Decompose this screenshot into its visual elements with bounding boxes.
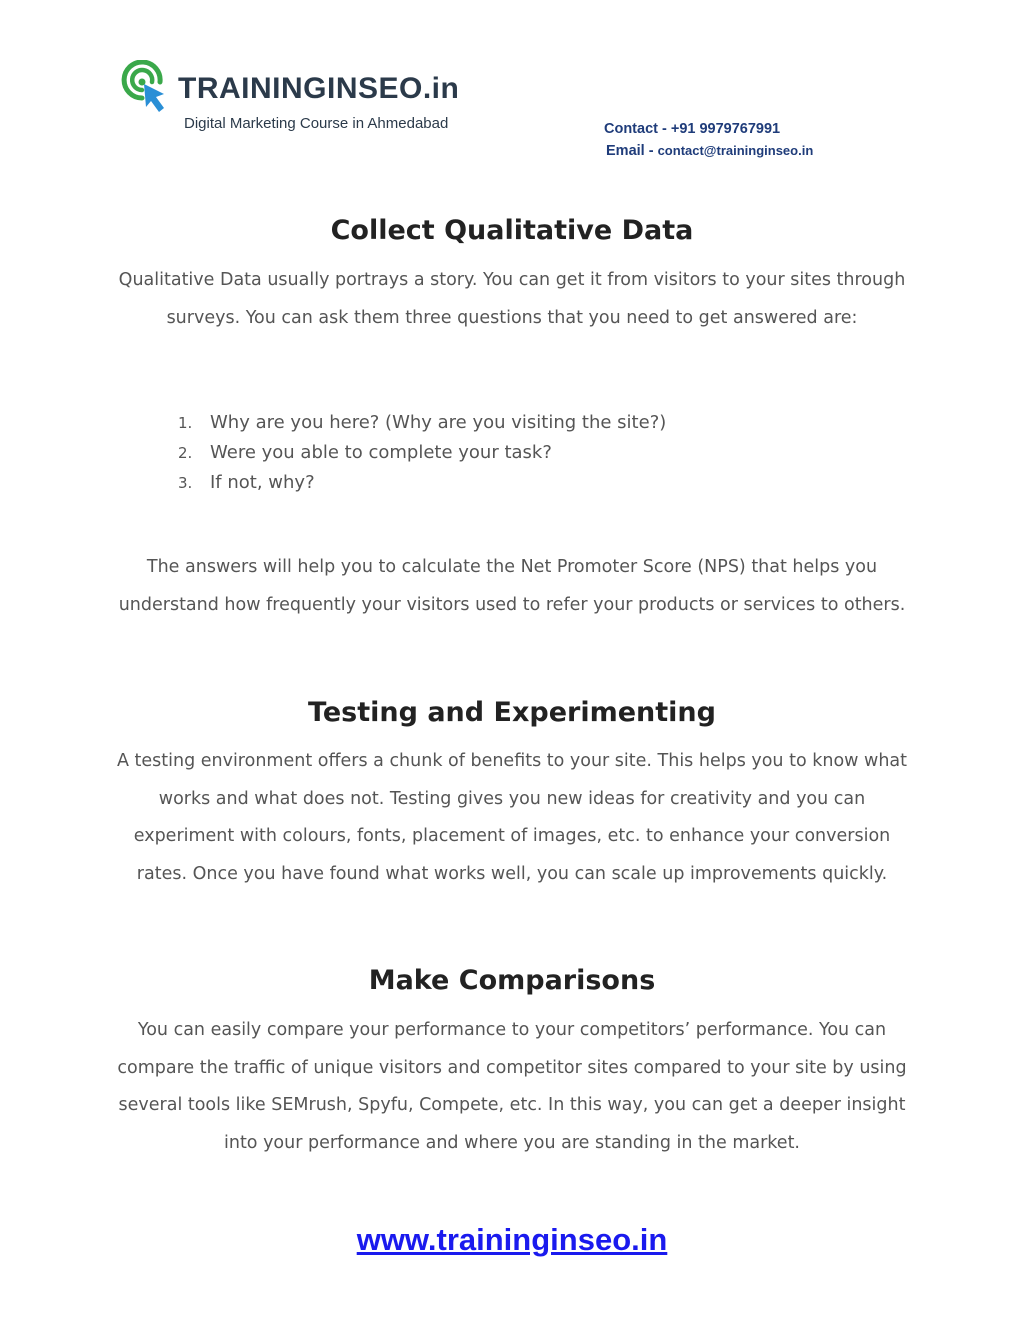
section-title-testing: Testing and Experimenting	[308, 697, 716, 728]
qualitative-outro: The answers will help you to calculate the Net Promoter Score (NPS) that helps you understand how frequently your visitors used to refer your products or services to others.	[118, 557, 906, 615]
contact-block	[604, 118, 813, 162]
list-item	[178, 408, 666, 438]
brand-name: TRAININGINSEO.in	[178, 72, 460, 105]
contact-label: Contact -	[604, 121, 671, 137]
list-text: Were you able to complete your task?	[210, 442, 552, 463]
testing-body: A testing environment offers a chunk of benefits to your site. This helps you to know what works and what does not. Testing gives you new ideas for creativity and you can experiment with colours, fonts, placement of images, etc. to enhance your conversion rates. Once you have found what works well, you can scale up improvements quickly.	[116, 751, 908, 884]
contact-row	[604, 118, 813, 140]
list-item	[178, 468, 666, 498]
section-title-comparisons: Make Comparisons	[368, 965, 656, 996]
site-logo[interactable]	[120, 60, 460, 140]
list-text: If not, why?	[210, 472, 315, 493]
website-link[interactable]: www.traininginseo.in	[356, 1222, 668, 1257]
contact-email[interactable]: contact@traininginseo.in	[657, 143, 814, 158]
list-text: Why are you here? (Why are you visiting the site?)	[210, 412, 667, 433]
comparisons-body: You can easily compare your performance to your competitors’ performance. You can compare the traffic of unique visitors and competitor sites compared to your site by using several tools like SEMrush, Spyfu, Compete, etc. In this way, you can get a deeper insight into your performance and where you are standing in the market.	[117, 1020, 907, 1153]
email-label: Email -	[606, 143, 658, 159]
brand-tagline: Digital Marketing Course in Ahmedabad	[184, 115, 449, 132]
question-list	[178, 408, 666, 498]
contact-phone[interactable]: +91 9979767991	[670, 121, 781, 137]
list-number: 3.	[178, 474, 193, 492]
email-row	[604, 140, 813, 162]
section-title-qualitative: Collect Qualitative Data	[330, 215, 694, 246]
footer	[0, 1222, 1024, 1258]
target-cursor-icon	[120, 60, 170, 122]
qualitative-intro: Qualitative Data usually portrays a story. You can get it from visitors to your sites through surveys. You can ask them three questions that you need to get answered are:	[118, 270, 906, 328]
list-number: 2.	[178, 444, 193, 462]
list-number: 1.	[178, 414, 193, 432]
list-item	[178, 438, 666, 468]
